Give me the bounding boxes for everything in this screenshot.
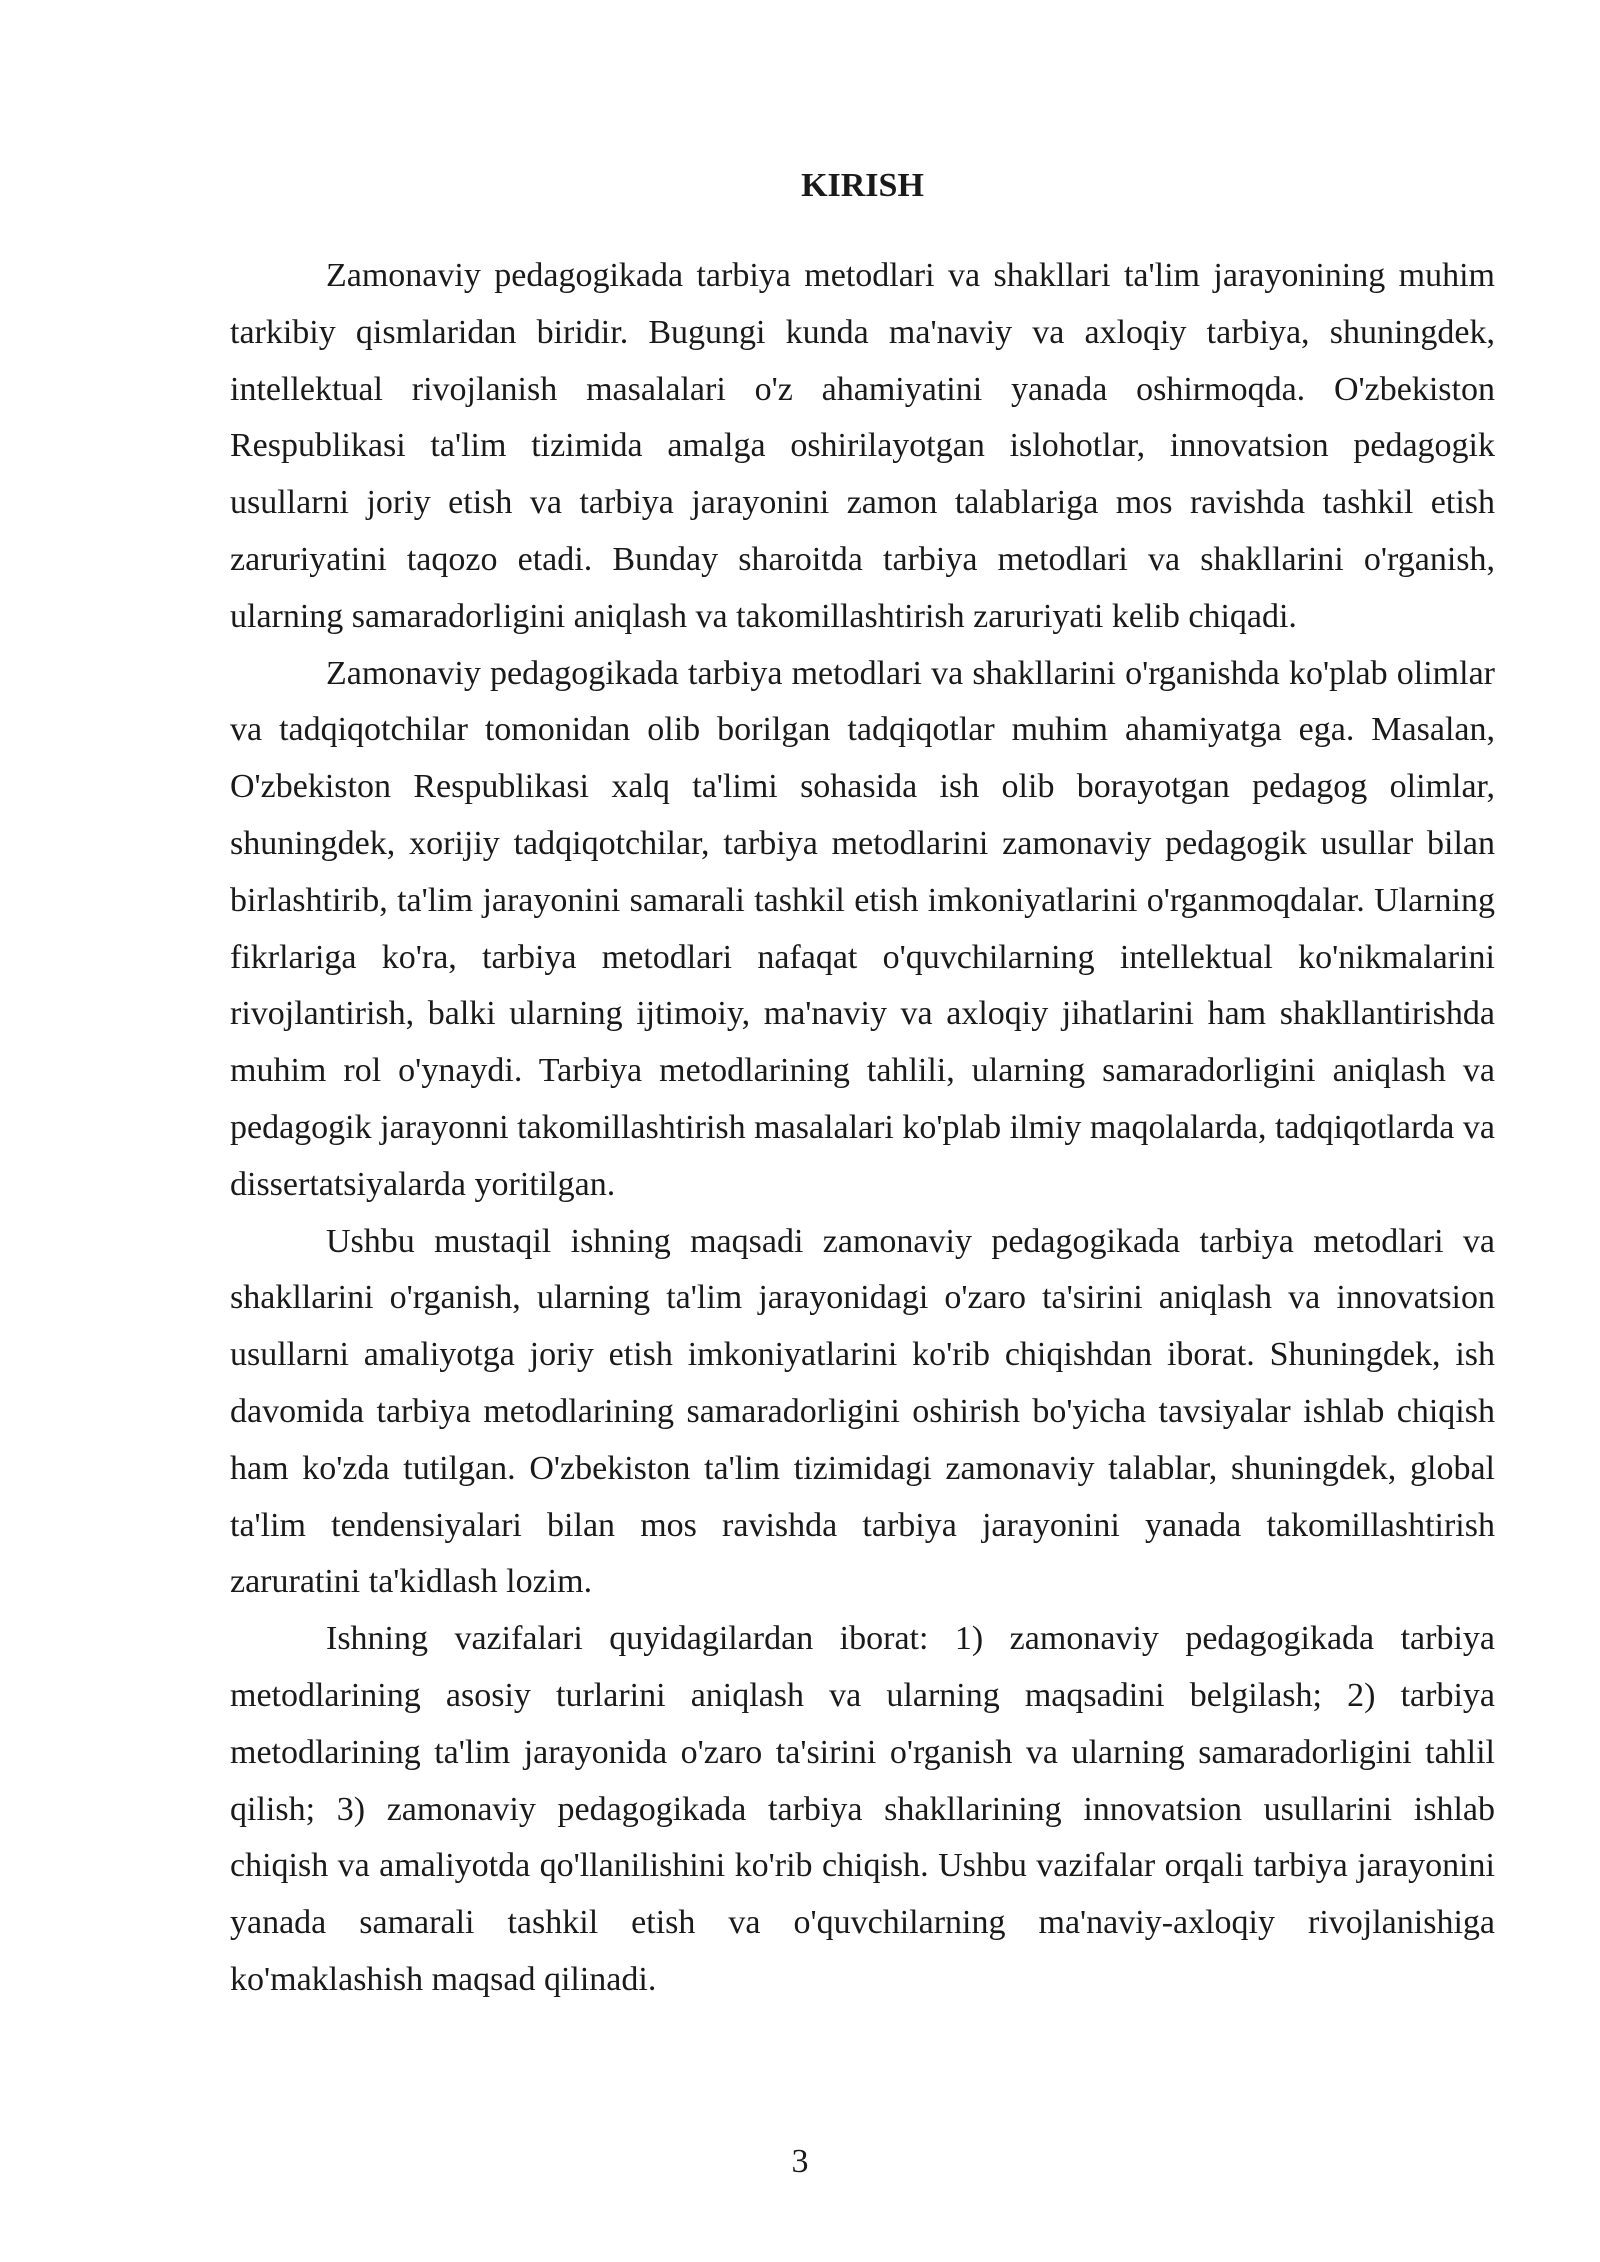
page-number: 3 (791, 2143, 809, 2180)
paragraph-1: Zamonaviy pedagogikada tarbiya metodlari va shakllari ta'lim jarayonining muhim tarkibiy qismlaridan biridir. Bugungi kunda ma'naviy va axloqiy tarbiya, shuningdek, intellektual rivojlanish masalalari o'z ahamiyatini yanada oshirmoqda. O'zbekiston Respublikasi ta'lim tizimida amalga oshirilayotgan islohotlar, innovatsion pedagogik usullarni joriy etish va tarbiya jarayonini zamon talablariga mos ravishda tashkil etish zaruriyatini taqozo etadi. Bunday sharoitda tarbiya metodlari va shakllarini o'rganish, ularning samaradorligini aniqlash va takomillashtirish zaruriyati kelib chiqadi. (230, 257, 1495, 635)
paragraph-2: Zamonaviy pedagogikada tarbiya metodlari va shakllarini o'rganishda ko'plab olimlar va tadqiqotchilar tomonidan olib borilgan tadqiqotlar muhim ahamiyatga ega. Masalan, O'zbekiston Respublikasi xalq ta'limi sohasida ish olib borayotgan pedagog olimlar, shuningdek, xorijiy tadqiqotchilar, tarbiya metodlarini zamonaviy pedagogik usullar bilan birlashtirib, ta'lim jarayonini samarali tashkil etish imkoniyatlarini o'rganmoqdalar. Ularning fikrlariga ko'ra, tarbiya metodlari nafaqat o'quvchilarning intellektual ko'nikmalarini rivojlantirish, balki ularning ijtimoiy, ma'naviy va axloqiy jihatlarini ham shakllantirishda muhim rol o'ynaydi. Tarbiya metodlarining tahlili, ularning samaradorligini aniqlash va pedagogik jarayonni takomillashtirish masalalari ko'plab ilmiy maqolalarda, tadqiqotlarda va dissertatsiyalarda yoritilgan. (230, 654, 1495, 1203)
paragraph-3: Ushbu mustaqil ishning maqsadi zamonaviy pedagogikada tarbiya metodlari va shakllarini o'rganish, ularning ta'lim jarayonidagi o'zaro ta'sirini aniqlash va innovatsion usullarni amaliyotga joriy etish imkoniyatlarini ko'rib chiqishdan iborat. Shuningdek, ish davomida tarbiya metodlarining samaradorligini oshirish bo'yicha tavsiyalar ishlab chiqish ham ko'zda tutilgan. O'zbekiston ta'lim tizimidagi zamonaviy talablar, shuningdek, global ta'lim tendensiyalari bilan mos ravishda tarbiya jarayonini yanada takomillashtirish zaruratini ta'kidlash lozim. (230, 1222, 1495, 1601)
body-text (230, 248, 1495, 2009)
paragraph-4: Ishning vazifalari quyidagilardan iborat: 1) zamonaviy pedagogikada tarbiya metodlarining asosiy turlarini aniqlash va ularning maqsadini belgilash; 2) tarbiya metodlarining ta'lim jarayonida o'zaro ta'sirini o'rganish va ularning samaradorligini tahlil qilish; 3) zamonaviy pedagogikada tarbiya shakllarining innovatsion usullarini ishlab chiqish va amaliyotda qo'llanilishini ko'rib chiqish. Ushbu vazifalar orqali tarbiya jarayonini yanada samarali tashkil etish va o'quvchilarning ma'naviy-axloqiy rivojlanishiga ko'maklashish maqsad qilinadi. (230, 1620, 1495, 1998)
section-heading: KIRISH (801, 167, 924, 204)
